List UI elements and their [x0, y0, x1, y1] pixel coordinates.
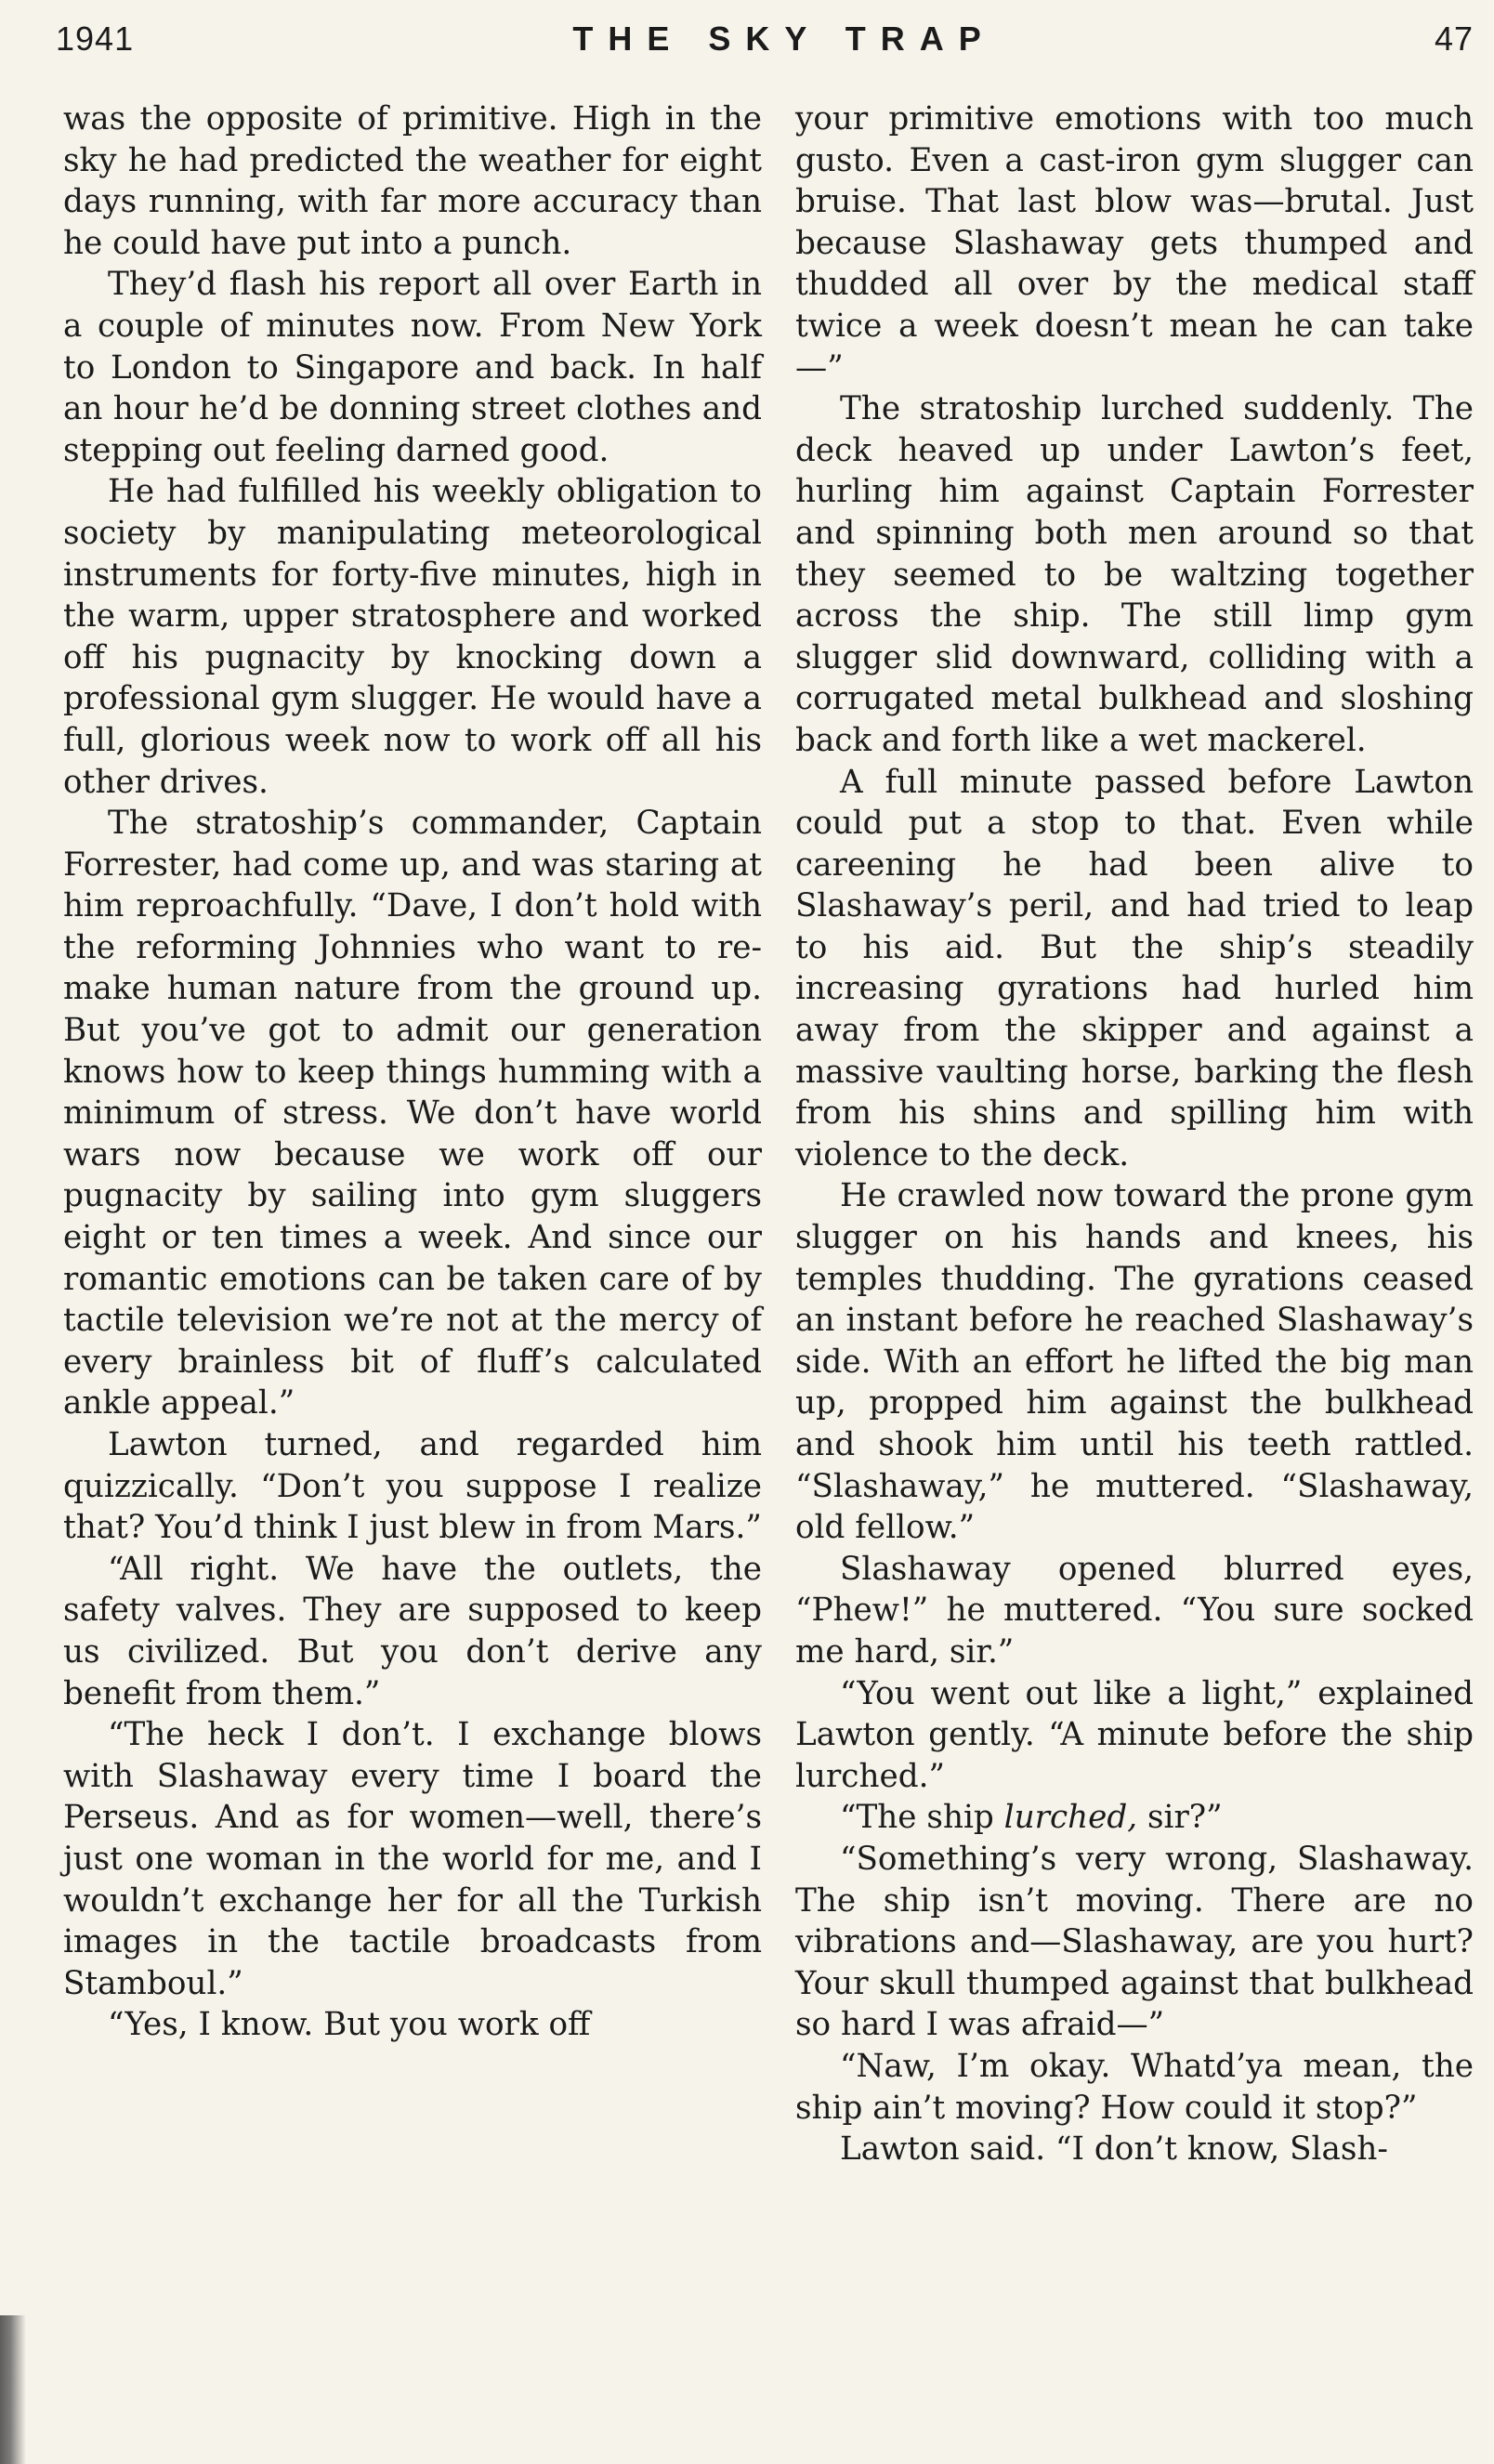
paragraph: your primitive emotions with too much gusto. Even a cast-iron gym slugger can bruise. That last blow was—brutal. Just because Slashaway gets thumped and thudded all over by the medical staff twice a week doesn’t mean he can take—” — [795, 100, 1474, 387]
scan-edge-mark — [0, 2315, 26, 2464]
paragraph: The stratoship’s commander, Captain Forrester, had come up, and was staring at him reproachfully. “Dave, I don’t hold with the reforming Johnnies who want to re-make human nature from the ground up. But you’ve got to admit our generation knows how to keep things humming with a minimum of stress. We don’t have world wars now because we work off our pugnacity by sailing into gym sluggers eight or ten times a week. And since our romantic emotions can be taken care of by tactile television we’re not at the mercy of every brainless bit of fluff’s calculated ankle appeal.” — [63, 805, 762, 1422]
page-number: 47 — [1434, 20, 1474, 58]
paragraph: “The heck I don’t. I exchange blows with Slashaway every time I board the Perseus. And as for women—well, there’s just one woman in the world for me, and I wouldn’t exchange her for all the Turkish images in the tactile broadcasts from Stamboul.” — [63, 1716, 762, 2002]
paragraph: He had fulfilled his weekly obligation to society by manipulating meteorological instruments for forty-five minutes, high in the warm, upper stratosphere and worked off his pugnacity by knocking down a professional gym slugger. He would have a full, glorious week now to work off all his other drives. — [63, 473, 762, 801]
paragraph: “Yes, I know. But you work off — [108, 2006, 591, 2044]
paragraph: The stratoship lurched suddenly. The deck heaved up under Lawton’s feet, hurling him against Captain Forrester and spinning both men around so that they seemed to be waltzing together across the ship. The still limp gym slugger slid downward, colliding with a corrugated metal bulkhead and sloshing back and forth like a wet mackerel. — [795, 390, 1474, 759]
paragraph: A full minute passed before Lawton could put a stop to that. Even while careening he had been alive to Slashaway’s peril, and had tried to leap to his aid. But the ship’s steadily increasing gyrations had hurled him away from the skipper and against a massive vaulting horse, barking the flesh from his shins and spilling him with violence to the deck. — [795, 763, 1474, 1173]
paragraph: “Naw, I’m okay. Whatd’ya mean, the ship ain’t moving? How could it stop?” — [795, 2047, 1474, 2127]
paragraph: Lawton turned, and regarded him quizzically. “Don’t you suppose I realize that? You’d think I just blew in from Mars.” — [63, 1426, 762, 1547]
paragraph: “You went out like a light,” explained Lawton gently. “A minute before the ship lurched.” — [795, 1674, 1474, 1795]
paragraph: was the opposite of primitive. High in the sky he had predicted the weather for eight days running, with far more accuracy than he could have put into a punch. — [63, 100, 762, 262]
text-run: sir?” — [1137, 1799, 1223, 1837]
paragraph — [795, 1797, 1474, 1839]
paragraph: Lawton said. “I don’t know, Slash- — [840, 2130, 1388, 2169]
paragraph: They’d flash his report all over Earth in a couple of minutes now. From New York to London to Singapore and back. In half an hour he’d be donning street clothes and stepping out feeling darned good. — [63, 266, 762, 469]
header-title: THE SKY TRAP — [572, 20, 996, 58]
paragraph: He crawled now toward the prone gym slugger on his hands and knees, his temples thudding. The gyrations ceased an instant before he reached Slashaway’s side. With an effort he lifted the big man up, propped him against the bulkhead and shook him until his teeth rattled. “Slashaway,” he muttered. “Slashaway, old fellow.” — [795, 1177, 1474, 1547]
left-column — [63, 98, 762, 2046]
italic-word: lurched, — [1003, 1799, 1138, 1837]
page-header — [56, 13, 1474, 65]
paragraph: “All right. We have the outlets, the safety valves. They are supposed to keep us civilized. But you don’t derive any benefit from them.” — [63, 1550, 762, 1712]
paragraph: “Something’s very wrong, Slashaway. The ship isn’t moving. There are no vibrations and—Slashaway, are you hurt? Your skull thumped against that bulkhead so hard I was afraid—” — [795, 1840, 1474, 2044]
right-column — [795, 98, 1474, 2170]
paragraph: Slashaway opened blurred eyes, “Phew!” he muttered. “You sure socked me hard, sir.” — [795, 1550, 1474, 1671]
header-year: 1941 — [56, 20, 135, 58]
text-run: “The ship — [840, 1799, 1004, 1837]
